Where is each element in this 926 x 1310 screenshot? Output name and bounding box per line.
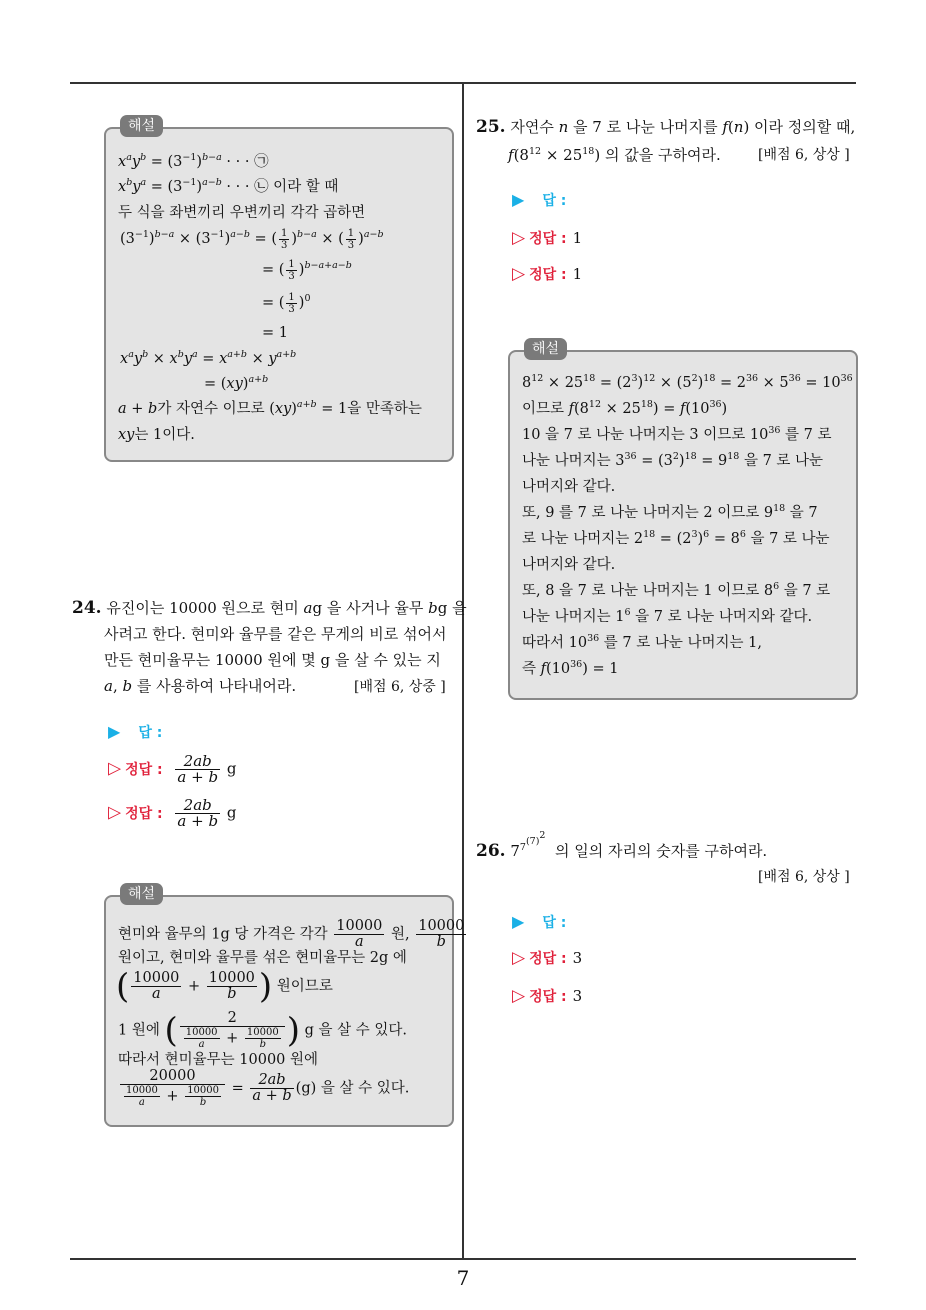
problem-number: 24. xyxy=(72,598,102,618)
answer-label: 답 : xyxy=(138,725,163,741)
correct-label: 정답 : xyxy=(529,231,567,247)
solution-box-23 xyxy=(104,118,454,462)
play-icon: ▶ xyxy=(512,190,525,209)
solution-line: 로 나눈 나머지는 $2^{18} = (2^3)^6 = 8^6$ 을 7 로 나눈 xyxy=(522,529,830,547)
solution-box-25 xyxy=(508,341,858,700)
triangle-outline-icon: ▷ xyxy=(512,948,526,968)
solution-line: a + b가 자연수 이므로 (xy)$^{a+b}$ = 1을 만족하는 xyxy=(118,399,422,417)
solution-tag: 해설 xyxy=(120,883,163,905)
solution-line: xy는 1이다. xyxy=(118,427,195,443)
points-label: [배점 6, 상중 ] xyxy=(354,679,446,695)
answer-value: $\frac{2ab}{a + b}$ xyxy=(177,796,219,830)
solution-line: 즉 $f(10^{36}) = 1$ xyxy=(522,659,619,677)
answer-value: 1 xyxy=(572,229,583,247)
answer-value: 3 xyxy=(572,949,583,967)
points-label: [배점 6, 상상 ] xyxy=(758,869,850,885)
solution-line: $x^by^a = (3^{-1})^{a-b}$ · · · ㉡ 이라 할 때 xyxy=(118,177,339,195)
triangle-outline-icon: ▷ xyxy=(108,758,122,779)
solution-line: = ( $\frac{1}{3}$ )$^0$ xyxy=(262,291,311,315)
triangle-outline-icon: ▷ xyxy=(108,802,122,823)
solution-line: 10 을 7 로 나눈 나머지는 3 이므로 $10^{36}$ 를 7 로 xyxy=(522,425,832,443)
solution-line: $x^ay^b = (3^{-1})^{b-a}$ · · · ㉠ xyxy=(118,152,269,170)
correct-answer-row xyxy=(512,264,582,285)
answer-value: 3 xyxy=(572,987,583,1005)
answer-label: 답 : xyxy=(542,915,567,931)
solution-line: 현미와 율무의 1g 당 가격은 각각 $\frac{10000}{a}$ 원, $\frac{10000}{b}$ xyxy=(118,918,465,950)
correct-answer-row xyxy=(512,986,582,1007)
solution-line: 또, 8 을 7 로 나눈 나머지는 1 이므로 $8^6$ 을 7 로 xyxy=(522,581,831,599)
solution-box-24 xyxy=(104,886,465,1127)
solution-line: 두 식을 좌변끼리 우변끼리 각각 곱하면 xyxy=(118,205,366,221)
solution-line: $x^ay^b \times x^by^a = x^{a+b} \times y^{a+b}$ xyxy=(120,349,297,367)
solution-line: 원이고, 현미와 율무를 섞은 현미율무는 2g 에 xyxy=(118,950,407,966)
problem-number: 25. xyxy=(476,117,506,137)
problem-text: $f(8^{12} \times 25^{18})$ 의 값을 구하여라. xyxy=(508,146,721,164)
correct-answer-row xyxy=(512,948,582,969)
problem-text: 만든 현미율무는 10000 원에 몇 g 을 살 수 있는 지 xyxy=(104,651,441,669)
solution-line: 20000 $\frac{10000}{a}$ + $\frac{10000}{b}$ = $\frac{2ab}{a + b}$ (g) 을 살 수 있다. xyxy=(118,1069,409,1108)
solution-line: ( $\frac{10000}{a}$ + $\frac{10000}{b}$ ) 원이므로 xyxy=(116,966,333,1007)
solution-line: 이므로 $f(8^{12} \times 25^{18}) = f(10^{36})$ xyxy=(522,399,728,417)
solution-line: $(3^{-1})^{b-a} \times (3^{-1})^{a-b}$ = ( $\frac{1}{3}$ )$^{b-a}$ × ( $\frac{1}{3}$ )$^{a-b}$ xyxy=(120,227,384,251)
problem-text: a, b 를 사용하여 나타내어라. xyxy=(104,677,297,695)
correct-answer-row xyxy=(512,228,582,249)
answer-value: 1 xyxy=(572,265,583,283)
play-icon: ▶ xyxy=(512,912,525,931)
correct-label: 정답 : xyxy=(529,267,567,283)
play-icon: ▶ xyxy=(108,722,121,741)
answer-row xyxy=(512,912,566,933)
solution-line: 1 원에 ( 2 $\frac{10000}{a}$ + $\frac{10000}{b}$ ) g 을 살 수 있다. xyxy=(118,1010,407,1051)
solution-line: 나눈 나머지는 $3^{36} = (3^2)^{18} = 9^{18}$ 을 7 로 나눈 xyxy=(522,451,824,469)
correct-label: 정답 : xyxy=(529,951,567,967)
solution-line: = (xy)$^{a+b}$ xyxy=(204,374,269,392)
triangle-outline-icon: ▷ xyxy=(512,228,526,248)
correct-label: 정답 : xyxy=(529,989,567,1005)
triangle-outline-icon: ▷ xyxy=(512,986,526,1006)
solution-line: 또, 9 를 7 로 나눈 나머지는 2 이므로 $9^{18}$ 을 7 xyxy=(522,503,818,521)
solution-line: = 1 xyxy=(262,325,288,341)
answer-label: 답 : xyxy=(542,193,567,209)
bottom-rule xyxy=(70,1258,856,1260)
solution-line: $8^{12} \times 25^{18} = (2^3)^{12} \times (5^2)^{18} = 2^{36} \times 5^{36} = 10^{36}$ xyxy=(522,373,853,391)
correct-label: 정답 : xyxy=(125,805,163,822)
solution-tag: 해설 xyxy=(524,338,567,360)
solution-line: = ( $\frac{1}{3}$ )$^{b-a+a-b}$ xyxy=(262,258,352,282)
solution-line: 따라서 $10^{36}$ 를 7 로 나눈 나머지는 1, xyxy=(522,633,762,651)
solution-line: 따라서 현미율무는 10000 원에 xyxy=(118,1052,319,1068)
solution-line: 나머지와 같다. xyxy=(522,557,616,573)
solution-line: 나눈 나머지는 $1^6$ 을 7 로 나눈 나머지와 같다. xyxy=(522,607,813,625)
correct-label: 정답 : xyxy=(125,761,163,778)
column-divider xyxy=(462,84,464,1258)
answer-row xyxy=(512,190,566,211)
problem-number: 26. xyxy=(476,841,506,861)
solution-tag: 해설 xyxy=(120,115,163,137)
problem-text: 사려고 한다. 현미와 율무를 같은 무게의 비로 섞어서 xyxy=(104,625,447,643)
points-label: [배점 6, 상상 ] xyxy=(758,147,850,163)
solution-line: 나머지와 같다. xyxy=(522,479,616,495)
answer-row xyxy=(108,722,162,743)
triangle-outline-icon: ▷ xyxy=(512,264,526,284)
correct-answer-row: ▷ 정답 : $\frac{2ab}{a + b}$ g xyxy=(108,752,237,786)
page-number: 7 xyxy=(456,1266,470,1290)
answer-value: $\frac{2ab}{a + b}$ xyxy=(177,752,219,786)
correct-answer-row: ▷ 정답 : $\frac{2ab}{a + b}$ g xyxy=(108,796,237,830)
